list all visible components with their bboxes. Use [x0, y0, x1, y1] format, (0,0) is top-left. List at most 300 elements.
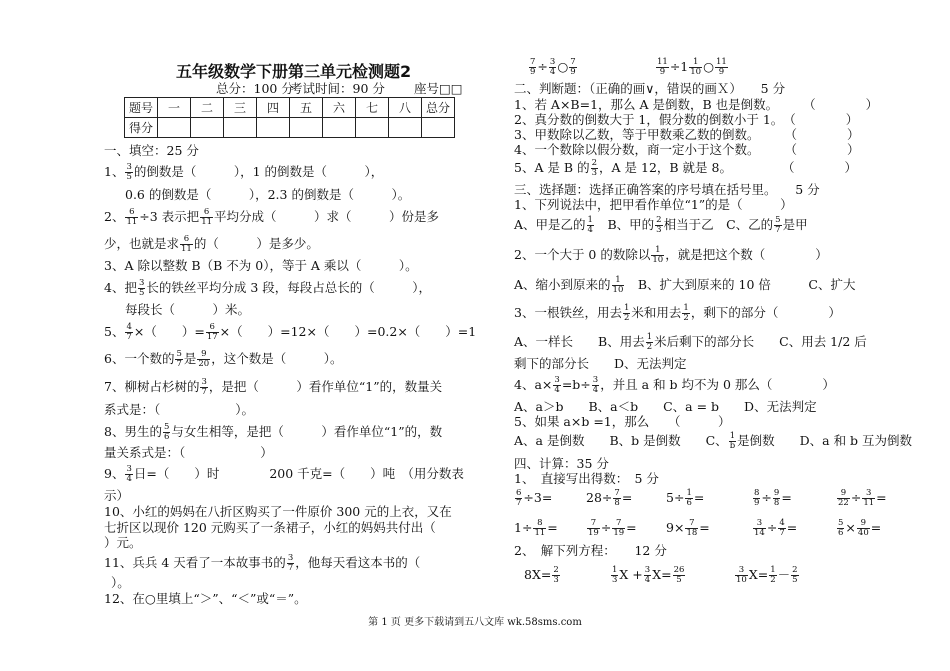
question-8b: 量关系式是：（ ）: [104, 445, 273, 460]
numerator: 3: [753, 519, 766, 529]
q-text: 的倒数是（ ），1 的倒数是（ ），: [133, 164, 384, 179]
seat-number: 座号□□: [414, 81, 463, 96]
choice-5-options: [514, 432, 912, 451]
numerator: 9: [197, 350, 210, 360]
fraction: [753, 519, 766, 538]
choice-5: 5、如果 a×b =1，那么 （ ）: [514, 414, 731, 429]
fraction: [175, 350, 182, 369]
denominator: 7: [287, 563, 294, 573]
score-table-score-row: [125, 118, 455, 138]
q-text: ÷3 表示把: [139, 209, 200, 224]
numerator: 5: [176, 349, 182, 359]
option-text: 是甲: [782, 217, 808, 232]
choice-1: 1、下列说法中，把甲看作单位“1”的是（ ）: [514, 197, 793, 212]
calc-text: =: [870, 520, 882, 535]
calc-item: [666, 489, 704, 508]
fraction: [612, 276, 625, 295]
numerator: 3: [287, 553, 294, 563]
eq-text: 8X=: [524, 567, 552, 582]
q-text: 日=（ ）时 200 千克=（ ）吨 （用分数表: [133, 466, 464, 481]
fraction: [644, 566, 651, 585]
q-text: ，并且 a 和 b 均不为 0 那么（ ）: [600, 377, 835, 392]
equation-2: [610, 566, 686, 585]
fraction: [206, 323, 219, 342]
denominator: 5: [126, 172, 132, 182]
q-text: 5、A 是 B 的: [514, 160, 590, 175]
calc-text: 5÷: [666, 490, 685, 505]
numerator: 9: [857, 519, 870, 529]
calc-text: =: [699, 520, 710, 535]
denominator: 7: [775, 225, 781, 235]
table-cell: 六: [323, 98, 356, 118]
numerator: 1: [612, 276, 625, 286]
q-text: ，是把（ ）看作单位“1”的，数量关: [208, 379, 443, 394]
numerator: 2: [553, 565, 559, 575]
denominator: 7: [516, 498, 522, 508]
fraction: [587, 216, 594, 235]
fraction: [200, 208, 213, 227]
denominator: 9: [659, 67, 666, 77]
table-cell: 一: [158, 98, 191, 118]
denominator: 5: [792, 575, 798, 585]
operator: ÷1: [669, 59, 689, 74]
calc-item: [666, 519, 710, 538]
compare-b: [655, 58, 729, 77]
section-4-heading: 四、计算：35 分: [514, 456, 609, 471]
choice-3-options-b: 剩下的部分长 D、无法判定: [514, 356, 687, 371]
numerator: 3: [126, 162, 132, 172]
fraction: [138, 279, 145, 298]
fraction: [611, 566, 618, 585]
fraction: [729, 432, 736, 451]
q-text: 9、: [104, 466, 125, 481]
denominator: 10: [652, 255, 664, 265]
q-text: ×（ ）=12×（ ）=0.2×（ ）=1: [219, 324, 477, 339]
option-text: 米后剩下的部分长 C、用去 1/2 后: [654, 334, 867, 349]
numerator: 3: [554, 375, 560, 385]
eq-text: X=: [748, 567, 769, 582]
fraction: [857, 519, 870, 538]
fraction: [735, 566, 748, 585]
option-text: C、乙的: [713, 217, 774, 232]
denominator: 11: [534, 528, 546, 538]
fraction: [682, 304, 689, 323]
numerator: 2: [591, 158, 598, 168]
score-cell[interactable]: [422, 118, 455, 138]
denominator: 5: [138, 288, 145, 298]
question-1b: 0.6 的倒数是（ ），2.3 的倒数是（ ）。: [125, 187, 411, 202]
judge-5: [514, 159, 857, 178]
numerator: 1: [683, 303, 689, 313]
calc-text: =: [693, 490, 705, 505]
fraction: [549, 58, 556, 77]
denominator: 3: [612, 575, 618, 585]
choice-3: [514, 304, 841, 323]
numerator: 9: [773, 488, 780, 498]
calc-text: 28÷: [586, 490, 613, 505]
calc-text: =: [621, 490, 633, 505]
fraction: [791, 566, 798, 585]
question-4b: 每段长（ ）米。: [125, 302, 251, 317]
fraction: [529, 58, 536, 77]
table-cell: 得分: [125, 118, 158, 138]
calc-item: [514, 489, 552, 508]
q-text: 4、a×: [514, 377, 553, 392]
fraction: [623, 304, 630, 323]
section-1-heading: 一、填空：25 分: [104, 143, 199, 158]
denominator: 9: [570, 67, 576, 77]
score-cell[interactable]: [158, 118, 191, 138]
denominator: 6: [838, 528, 844, 538]
eq-text: X +: [619, 567, 643, 582]
numerator: 3: [592, 375, 599, 385]
numerator: 7: [685, 519, 698, 529]
numerator: 26: [673, 565, 685, 575]
denominator: 4: [554, 385, 560, 395]
denominator: 3: [553, 575, 559, 585]
fraction: [125, 163, 132, 182]
table-cell: 八: [389, 98, 422, 118]
fraction: [163, 423, 170, 442]
numerator: 1: [651, 246, 664, 256]
page-footer: 第 1 页 更多下载请到五八文库 wk.58sms.com: [368, 617, 582, 628]
numerator: 7: [587, 519, 600, 529]
numerator: 7: [612, 519, 625, 529]
denominator: 20: [198, 359, 210, 369]
q-text: ，剩下的部分（ ）: [690, 305, 841, 320]
q-text: ，这个数是（ ）。: [211, 351, 343, 366]
exam-time: 考试时间：90 分: [290, 81, 385, 96]
denominator: 11: [126, 217, 138, 227]
question-8: [104, 423, 442, 442]
numerator: 2: [792, 565, 798, 575]
section-3-heading: 三、选择题：选择正确答案的序号填在括号里。 5 分: [514, 182, 820, 197]
question-5: [104, 323, 476, 342]
fraction: [715, 58, 728, 77]
fraction: [287, 554, 294, 573]
fraction: [613, 489, 620, 508]
fraction: [753, 489, 760, 508]
denominator: 17: [206, 332, 218, 342]
denominator: 11: [181, 244, 192, 254]
numerator: 1: [623, 303, 630, 313]
denominator: 8: [773, 498, 780, 508]
calc-text: 1÷: [514, 520, 533, 535]
fraction: [591, 159, 598, 178]
question-4: [104, 279, 431, 298]
score-cell[interactable]: [290, 118, 323, 138]
q-text: 米和用去: [631, 305, 682, 320]
fraction: [587, 519, 600, 538]
denominator: 3: [591, 168, 598, 178]
numerator: 7: [570, 57, 576, 67]
judge-4: 4、一个数除以假分数，商一定小于这个数。 （ ）: [514, 142, 860, 157]
fraction: [655, 216, 662, 235]
q-text: ，A 是 12，B 就是 8。 （ ）: [599, 160, 857, 175]
numerator: 6: [125, 208, 138, 218]
choice-3-options: [514, 333, 867, 352]
score-table-header-row: [125, 98, 455, 118]
fraction: [774, 216, 781, 235]
question-10c: ）元。: [104, 535, 142, 550]
denominator: 7: [126, 332, 132, 342]
operator: ÷: [850, 490, 862, 505]
question-6: [104, 350, 342, 369]
fraction: [773, 489, 780, 508]
calc-item: [836, 489, 887, 508]
calc-subheading-2: 2、 解下列方程： 12 分: [514, 543, 667, 558]
numerator: 3: [735, 566, 748, 576]
numerator: 6: [516, 488, 522, 498]
score-cell[interactable]: [224, 118, 257, 138]
score-table: [124, 97, 455, 138]
question-10a: 10、小红的妈妈在八折区购买了一件原价 300 元的上衣，又在: [104, 504, 452, 519]
calc-text: =: [786, 520, 798, 535]
numerator: 9: [837, 489, 850, 499]
denominator: 8: [614, 498, 620, 508]
q-text: 8、男生的: [104, 424, 162, 439]
question-7b: 系式是：（ ）。: [104, 402, 255, 417]
denominator: 19: [588, 528, 599, 538]
score-cell[interactable]: [323, 118, 356, 138]
denominator: 7: [201, 387, 207, 397]
q-text: ，他每天看这本书的（: [295, 555, 421, 570]
q-text: 少，也就是求: [104, 236, 180, 251]
denominator: 10: [736, 575, 747, 585]
score-cell[interactable]: [191, 118, 224, 138]
calc-item: [586, 519, 637, 538]
fraction: [778, 519, 785, 538]
calc-text: =: [781, 490, 792, 505]
denominator: 9: [718, 67, 725, 77]
numerator: 4: [779, 518, 785, 528]
denominator: 4: [592, 385, 599, 395]
fraction: [862, 489, 875, 508]
judge-2: 2、真分数的倒数大于 1，假分数的倒数小于 1。 （ ）: [514, 112, 859, 127]
fraction: [552, 566, 559, 585]
fraction: [197, 350, 210, 369]
numerator: 1: [612, 565, 618, 575]
option-text: A、缩小到原来的: [514, 277, 611, 292]
fraction: [612, 519, 625, 538]
table-cell: 题号: [125, 98, 158, 118]
q-text: 4、把: [104, 280, 137, 295]
q-text: 5、: [104, 324, 125, 339]
fraction: [569, 58, 576, 77]
choice-2-options: [514, 276, 855, 295]
total-score: 总分：100 分: [216, 81, 294, 96]
denominator: 19: [613, 528, 625, 538]
question-7: [104, 378, 442, 397]
numerator: 7: [530, 57, 536, 67]
fraction: [533, 519, 546, 538]
table-cell: 二: [191, 98, 224, 118]
denominator: 40: [857, 528, 869, 538]
denominator: 4: [126, 474, 132, 484]
fraction: [515, 489, 522, 508]
operator: ÷: [600, 520, 612, 535]
equation-1: [524, 566, 561, 585]
table-cell: 三: [224, 98, 257, 118]
numerator: 4: [126, 322, 132, 332]
q-text: 平均分成（ ）求（ ）份是多: [214, 209, 440, 224]
judge-3: 3、甲数除以乙数，等于甲数乘乙数的倒数。 （ ）: [514, 127, 860, 142]
q-text: 11、兵兵 4 天看了一本故事书的: [104, 555, 286, 570]
numerator: 5: [838, 518, 844, 528]
denominator: 11: [863, 498, 875, 508]
q-text: 是: [183, 351, 197, 366]
numerator: 1: [729, 431, 736, 441]
operator: ÷: [761, 490, 772, 505]
fraction: [180, 235, 193, 254]
numerator: 6: [200, 208, 213, 218]
question-1: [104, 163, 383, 182]
q-text: ，就是把这个数（ ）: [665, 247, 828, 262]
fraction: [689, 58, 702, 77]
q-text: 的（ ）是多少。: [193, 236, 319, 251]
operator: ×: [845, 520, 856, 535]
operator: ÷: [537, 59, 548, 74]
denominator: 6: [163, 432, 170, 442]
numerator: 11: [716, 57, 727, 67]
denominator: 4: [587, 225, 593, 235]
q-text: 与女生相等，是把（ ）看作单位“1”的，数: [171, 424, 443, 439]
numerator: 5: [163, 422, 170, 432]
calc-text: =: [876, 490, 887, 505]
calc-item: [752, 519, 797, 538]
score-cell[interactable]: [389, 118, 422, 138]
calc-item: [514, 519, 558, 538]
q-text: 6、一个数的: [104, 351, 175, 366]
choice-2: [514, 246, 828, 265]
denominator: 22: [838, 498, 849, 508]
numerator: 7: [614, 488, 620, 498]
denominator: 2: [770, 575, 776, 585]
compare-a: [528, 58, 578, 77]
denominator: 9: [754, 498, 760, 508]
q-text: =b÷: [561, 377, 591, 392]
numerator: 1: [689, 58, 702, 68]
numerator: 6: [206, 323, 219, 333]
fraction: [553, 376, 560, 395]
calc-item: [752, 489, 792, 508]
calc-text: 9×: [666, 520, 685, 535]
q-text: 2、一个大于 0 的数除以: [514, 247, 651, 262]
q-text: ×（ ）=: [133, 324, 205, 339]
compare-circle[interactable]: ○: [557, 59, 569, 74]
fraction: [685, 519, 698, 538]
denominator: 2: [646, 342, 653, 352]
fraction: [651, 246, 664, 265]
denominator: 7: [779, 528, 785, 538]
option-text: A、一样长 B、用去: [514, 334, 645, 349]
judge-1: 1、若 A×B=1，那么 A 是倒数，B 也是倒数。 （ ）: [514, 97, 879, 112]
calc-text: =: [626, 520, 637, 535]
denominator: 2: [623, 313, 630, 323]
fraction: [125, 323, 132, 342]
denominator: 14: [754, 528, 765, 538]
numerator: 3: [126, 464, 132, 474]
denominator: 10: [690, 67, 702, 77]
numerator: 3: [201, 377, 207, 387]
fraction: [646, 333, 653, 352]
numerator: 11: [657, 57, 668, 67]
denominator: 5: [676, 575, 682, 585]
calc-item: [836, 519, 881, 538]
question-11b: ）。: [111, 575, 130, 590]
q-text: 7、柳树占杉树的: [104, 379, 200, 394]
denominator: 6: [686, 498, 692, 508]
fraction: [673, 566, 686, 585]
score-cell[interactable]: [356, 118, 389, 138]
denominator: 4: [549, 67, 556, 77]
choice-4-options: A、a＞b B、a＜b C、a = b D、无法判定: [514, 399, 817, 414]
calc-item: [586, 489, 632, 508]
fraction: [685, 489, 692, 508]
q-text: 1、: [104, 164, 125, 179]
numerator: 8: [533, 519, 546, 529]
option-text: B、甲的: [594, 217, 655, 232]
fraction: [769, 566, 776, 585]
numerator: 1: [587, 215, 593, 225]
question-9b: 示）: [104, 488, 130, 503]
table-cell: 五: [290, 98, 323, 118]
denominator: 4: [644, 575, 651, 585]
option-text: A、甲是乙的: [514, 217, 586, 232]
denominator: 2: [683, 313, 689, 323]
numerator: 3: [138, 278, 145, 288]
score-cell[interactable]: [257, 118, 290, 138]
q-text: 长的铁丝平均分成 3 段，每段占总长的（ ），: [146, 280, 432, 295]
question-12: 12、在○里填上“＞”、“＜”或“＝”。: [104, 591, 307, 606]
page-title: 五年级数学下册第三单元检测题2: [176, 62, 412, 81]
eq-text: X=: [652, 567, 672, 582]
question-10b: 七折区以现价 120 元购买了一条裙子，小红的妈妈共付出（: [104, 520, 436, 535]
fraction: [200, 378, 207, 397]
numerator: 3: [549, 57, 556, 67]
denominator: 11: [201, 217, 213, 227]
equation-3: [734, 566, 800, 585]
numerator: 1: [646, 332, 653, 342]
compare-circle[interactable]: ○: [703, 59, 715, 74]
numerator: 3: [862, 489, 875, 499]
question-9: [104, 465, 464, 484]
calc-subheading-1: 1、 直接写出得数： 5 分: [514, 471, 659, 486]
numerator: 1: [770, 565, 776, 575]
numerator: 8: [754, 488, 760, 498]
table-cell: 四: [257, 98, 290, 118]
denominator: 10: [612, 285, 624, 295]
fraction: [837, 489, 850, 508]
section-2-heading: 二、判断题：（正确的画∨，错误的画Ｘ） 5 分: [514, 81, 786, 96]
option-text: 相当于乙: [663, 217, 714, 232]
numerator: 1: [686, 488, 692, 498]
denominator: 9: [530, 67, 536, 77]
operator: ÷: [766, 520, 778, 535]
denominator: 3: [656, 225, 662, 235]
option-text: A、a 是倒数 B、b 是倒数 C、: [514, 433, 728, 448]
choice-1-options: [514, 216, 808, 235]
choice-4: [514, 376, 835, 395]
numerator: 6: [180, 235, 193, 245]
eq-text: －: [777, 567, 791, 582]
fraction: [592, 376, 599, 395]
question-11: [104, 554, 420, 573]
option-text: 是倒数 D、a 和 b 互为倒数: [737, 433, 913, 448]
q-text: 2、: [104, 209, 125, 224]
fraction: [656, 58, 669, 77]
question-2b: [104, 235, 319, 254]
